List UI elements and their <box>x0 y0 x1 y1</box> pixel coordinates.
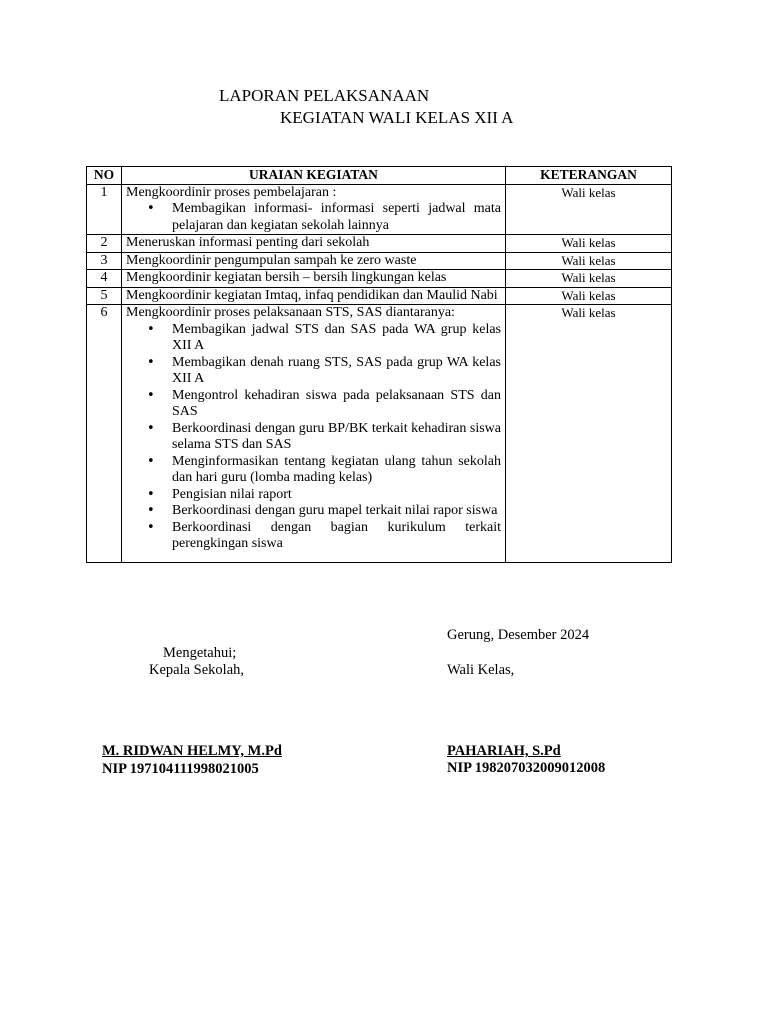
row-text: Mengkoordinir proses pelaksanaan STS, SAS diantaranya: <box>126 305 455 320</box>
teacher-role: Wali Kelas, <box>447 662 515 678</box>
bullet-item: • Berkoordinasi dengan bagian kurikulum terkait perengkingan siswa <box>172 520 501 553</box>
table-header-row <box>87 167 672 185</box>
place-date: Gerung, Desember 2024 <box>447 627 590 643</box>
principal-name: M. RIDWAN HELMY, M.Pd <box>102 743 282 759</box>
table-row <box>87 305 672 563</box>
row-description <box>122 184 506 235</box>
bullet-item: • Membagikan jadwal STS dan SAS pada WA grup kelas XII A <box>172 322 501 355</box>
table-row <box>87 270 672 288</box>
bullet-item: • Mengontrol kehadiran siswa pada pelaksanaan STS dan SAS <box>172 388 501 421</box>
table-row <box>87 252 672 270</box>
bullet-item: • Membagikan informasi- informasi seperti jadwal mata pelajaran dan kegiatan sekolah lainnya <box>172 201 501 234</box>
row-keterangan: Wali kelas <box>506 287 672 305</box>
row-number: 2 <box>87 235 122 253</box>
report-title-line1: LAPORAN PELAKSANAAN <box>219 86 430 105</box>
row-keterangan: Wali kelas <box>506 184 672 235</box>
row-number: 3 <box>87 252 122 270</box>
table-row <box>87 235 672 253</box>
teacher-name: PAHARIAH, S.Pd <box>447 743 561 759</box>
table-row <box>87 184 672 235</box>
row-text: Mengkoordinir kegiatan bersih – bersih lingkungan kelas <box>122 270 506 288</box>
bullet-item: • Membagikan denah ruang STS, SAS pada grup WA kelas XII A <box>172 355 501 388</box>
principal-role: Kepala Sekolah, <box>149 662 245 678</box>
report-title-line2: KEGIATAN WALI KELAS XII A <box>280 108 514 127</box>
row-text: Meneruskan informasi penting dari sekolah <box>122 235 506 253</box>
header-no: NO <box>87 167 122 185</box>
table-row <box>87 287 672 305</box>
bullet-item: • Pengisian nilai raport <box>172 487 501 504</box>
row-number: 5 <box>87 287 122 305</box>
row-description <box>122 305 506 563</box>
bullet-item: • Berkoordinasi dengan guru BP/BK terkait kehadiran siswa selama STS dan SAS <box>172 421 501 454</box>
row-text: Mengkoordinir pengumpulan sampah ke zero waste <box>122 252 506 270</box>
row-number: 4 <box>87 270 122 288</box>
header-uraian: URAIAN KEGIATAN <box>122 167 506 185</box>
row-number: 6 <box>87 305 122 563</box>
activity-table <box>86 166 672 563</box>
bullet-list <box>126 322 501 553</box>
principal-nip: NIP 197104111998021005 <box>102 761 259 777</box>
row-number: 1 <box>87 184 122 235</box>
bullet-list <box>126 201 501 234</box>
bullet-item: • Berkoordinasi dengan guru mapel terkait nilai rapor siswa <box>172 503 501 520</box>
acknowledge-label: Mengetahui; <box>163 645 237 661</box>
row-text: Mengkoordinir kegiatan Imtaq, infaq pendidikan dan Maulid Nabi <box>122 287 506 305</box>
row-text: Mengkoordinir proses pembelajaran : <box>126 184 337 200</box>
header-keterangan: KETERANGAN <box>506 167 672 185</box>
row-keterangan: Wali kelas <box>506 305 672 563</box>
teacher-nip: NIP 198207032009012008 <box>447 760 606 776</box>
row-keterangan: Wali kelas <box>506 235 672 253</box>
row-keterangan: Wali kelas <box>506 270 672 288</box>
bullet-item: • Menginformasikan tentang kegiatan ulang tahun sekolah dan hari guru (lomba mading kelas) <box>172 454 501 487</box>
row-keterangan: Wali kelas <box>506 252 672 270</box>
